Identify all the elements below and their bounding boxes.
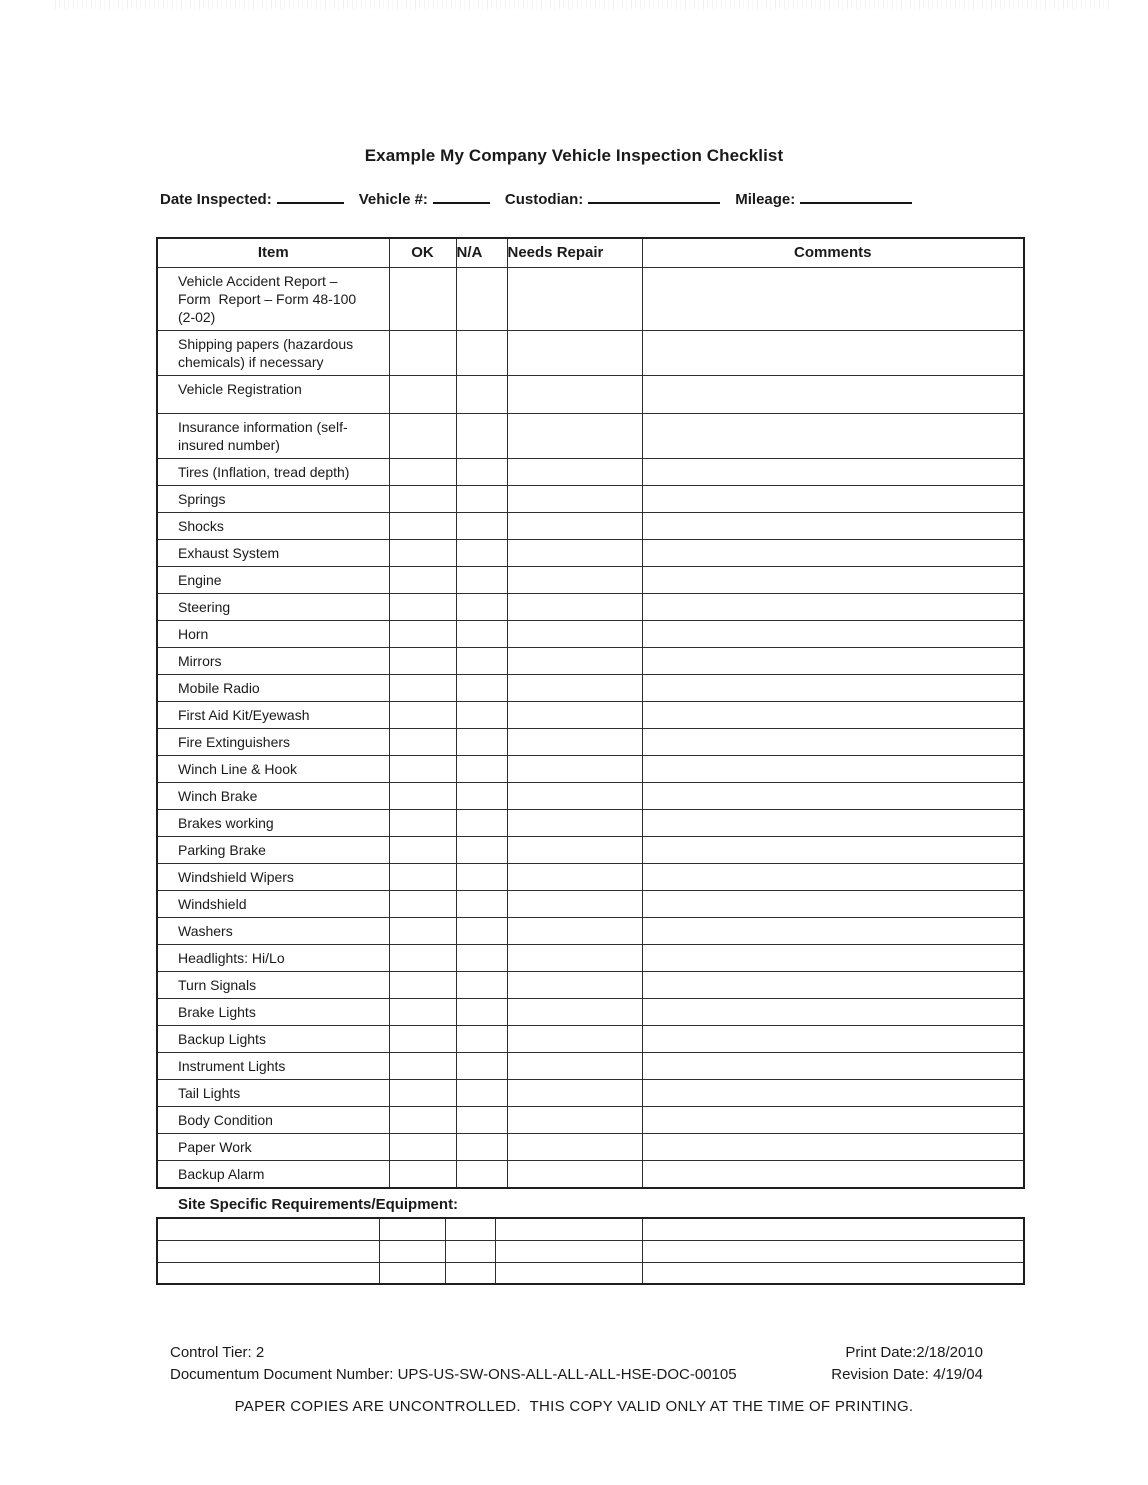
comments-cell (642, 675, 1024, 702)
ok-cell (389, 918, 456, 945)
date-inspected-label: Date Inspected: (160, 191, 272, 208)
na-cell (456, 459, 507, 486)
footer-right-block (831, 1342, 983, 1386)
na-cell (456, 1080, 507, 1107)
column-header-ok: OK (389, 238, 456, 268)
needs-repair-cell (507, 837, 642, 864)
column-header-needs-repair: Needs Repair (507, 238, 642, 268)
site-table-row (157, 1240, 1024, 1262)
needs-repair-cell (507, 540, 642, 567)
table-row (157, 675, 1024, 702)
column-header-item: Item (157, 238, 389, 268)
ok-cell (389, 675, 456, 702)
table-row (157, 331, 1024, 376)
table-row (157, 376, 1024, 414)
na-cell (456, 783, 507, 810)
needs-repair-cell (507, 756, 642, 783)
table-row (157, 1161, 1024, 1189)
na-cell (456, 540, 507, 567)
mileage-label: Mileage: (735, 191, 796, 208)
comments-cell (642, 376, 1024, 414)
site-requirements-table (156, 1217, 1025, 1285)
item-cell: Insurance information (self- insured number) (157, 414, 389, 459)
site-comments-cell (642, 1218, 1024, 1240)
site-ok-cell (379, 1218, 445, 1240)
comments-cell (642, 1026, 1024, 1053)
comments-cell (642, 513, 1024, 540)
table-row (157, 945, 1024, 972)
table-row (157, 999, 1024, 1026)
needs-repair-cell (507, 945, 642, 972)
comments-cell (642, 837, 1024, 864)
item-cell: Vehicle Registration (157, 376, 389, 414)
needs-repair-cell (507, 729, 642, 756)
needs-repair-cell (507, 486, 642, 513)
ok-cell (389, 376, 456, 414)
ok-cell (389, 783, 456, 810)
comments-cell (642, 1080, 1024, 1107)
custodian-label: Custodian: (504, 191, 584, 208)
checklist-table (156, 237, 1025, 1189)
uncontrolled-copy-notice: PAPER COPIES ARE UNCONTROLLED. THIS COPY VALID ONLY AT THE TIME OF PRINTING. (234, 1398, 914, 1415)
table-row (157, 891, 1024, 918)
item-cell: Winch Brake (157, 783, 389, 810)
na-cell (456, 999, 507, 1026)
site-comments-cell (642, 1240, 1024, 1262)
table-row (157, 567, 1024, 594)
site-item-cell (157, 1240, 379, 1262)
table-row (157, 486, 1024, 513)
site-na-cell (445, 1262, 495, 1284)
vehicle-number-label: Vehicle #: (358, 191, 428, 208)
ok-cell (389, 702, 456, 729)
na-cell (456, 837, 507, 864)
ok-cell (389, 1161, 456, 1189)
table-row (157, 648, 1024, 675)
na-cell (456, 972, 507, 999)
vehicle-number-blank (433, 190, 490, 204)
needs-repair-cell (507, 702, 642, 729)
comments-cell (642, 945, 1024, 972)
item-cell: Horn (157, 621, 389, 648)
needs-repair-cell (507, 594, 642, 621)
site-na-cell (445, 1218, 495, 1240)
ok-cell (389, 756, 456, 783)
needs-repair-cell (507, 1107, 642, 1134)
na-cell (456, 1107, 507, 1134)
ok-cell (389, 1134, 456, 1161)
table-row (157, 459, 1024, 486)
ok-cell (389, 864, 456, 891)
site-na-cell (445, 1240, 495, 1262)
na-cell (456, 756, 507, 783)
comments-cell (642, 891, 1024, 918)
comments-cell (642, 486, 1024, 513)
item-cell: Brakes working (157, 810, 389, 837)
ok-cell (389, 729, 456, 756)
scan-noise-artifact (55, 0, 1110, 9)
table-row (157, 837, 1024, 864)
needs-repair-cell (507, 414, 642, 459)
mileage-blank (800, 190, 912, 204)
table-row (157, 1026, 1024, 1053)
comments-cell (642, 702, 1024, 729)
comments-cell (642, 1161, 1024, 1189)
needs-repair-cell (507, 864, 642, 891)
site-needs-repair-cell (495, 1218, 642, 1240)
needs-repair-cell (507, 513, 642, 540)
ok-cell (389, 972, 456, 999)
ok-cell (389, 540, 456, 567)
table-row (157, 864, 1024, 891)
ok-cell (389, 999, 456, 1026)
na-cell (456, 918, 507, 945)
comments-cell (642, 972, 1024, 999)
comments-cell (642, 567, 1024, 594)
ok-cell (389, 945, 456, 972)
ok-cell (389, 414, 456, 459)
table-row (157, 1134, 1024, 1161)
na-cell (456, 1026, 507, 1053)
table-row (157, 756, 1024, 783)
ok-cell (389, 1053, 456, 1080)
ok-cell (389, 837, 456, 864)
site-table-row (157, 1262, 1024, 1284)
comments-cell (642, 864, 1024, 891)
table-row (157, 783, 1024, 810)
ok-cell (389, 810, 456, 837)
item-cell: Windshield Wipers (157, 864, 389, 891)
needs-repair-cell (507, 331, 642, 376)
comments-cell (642, 1107, 1024, 1134)
item-cell: Backup Lights (157, 1026, 389, 1053)
header-row (157, 238, 1024, 268)
table-row (157, 540, 1024, 567)
item-cell: Paper Work (157, 1134, 389, 1161)
comments-cell (642, 1053, 1024, 1080)
site-item-cell (157, 1262, 379, 1284)
na-cell (456, 331, 507, 376)
ok-cell (389, 648, 456, 675)
comments-cell (642, 783, 1024, 810)
site-needs-repair-cell (495, 1262, 642, 1284)
na-cell (456, 1161, 507, 1189)
site-table-row (157, 1218, 1024, 1240)
needs-repair-cell (507, 810, 642, 837)
na-cell (456, 702, 507, 729)
item-cell: Shocks (157, 513, 389, 540)
needs-repair-cell (507, 1134, 642, 1161)
comments-cell (642, 459, 1024, 486)
item-cell: Springs (157, 486, 389, 513)
item-cell: Exhaust System (157, 540, 389, 567)
na-cell (456, 945, 507, 972)
column-header-comments: Comments (642, 238, 1024, 268)
item-cell: Washers (157, 918, 389, 945)
needs-repair-cell (507, 999, 642, 1026)
needs-repair-cell (507, 268, 642, 331)
comments-cell (642, 648, 1024, 675)
item-cell: Fire Extinguishers (157, 729, 389, 756)
checklist-body (157, 268, 1024, 1189)
na-cell (456, 376, 507, 414)
table-row (157, 918, 1024, 945)
comments-cell (642, 810, 1024, 837)
comments-cell (642, 540, 1024, 567)
table-row (157, 1053, 1024, 1080)
table-row (157, 729, 1024, 756)
table-row (157, 513, 1024, 540)
comments-cell (642, 918, 1024, 945)
needs-repair-cell (507, 1161, 642, 1189)
ok-cell (389, 1107, 456, 1134)
na-cell (456, 864, 507, 891)
column-header-na: N/A (456, 238, 507, 268)
needs-repair-cell (507, 376, 642, 414)
item-cell: Brake Lights (157, 999, 389, 1026)
table-row (157, 810, 1024, 837)
na-cell (456, 891, 507, 918)
revision-date-text: Revision Date: 4/19/04 (831, 1366, 983, 1383)
comments-cell (642, 268, 1024, 331)
item-cell: Mobile Radio (157, 675, 389, 702)
needs-repair-cell (507, 783, 642, 810)
ok-cell (389, 891, 456, 918)
site-table-body (157, 1218, 1024, 1284)
header-fields (160, 190, 912, 208)
na-cell (456, 675, 507, 702)
na-cell (456, 594, 507, 621)
item-cell: Body Condition (157, 1107, 389, 1134)
comments-cell (642, 756, 1024, 783)
na-cell (456, 621, 507, 648)
table-row (157, 1080, 1024, 1107)
comments-cell (642, 999, 1024, 1026)
item-cell: Instrument Lights (157, 1053, 389, 1080)
site-requirements-label: Site Specific Requirements/Equipment: (178, 1196, 459, 1213)
site-needs-repair-cell (495, 1240, 642, 1262)
item-cell: First Aid Kit/Eyewash (157, 702, 389, 729)
comments-cell (642, 414, 1024, 459)
print-date-text: Print Date:2/18/2010 (845, 1344, 983, 1361)
ok-cell (389, 513, 456, 540)
table-row (157, 594, 1024, 621)
item-cell: Tail Lights (157, 1080, 389, 1107)
control-tier-text: Control Tier: 2 (170, 1344, 265, 1361)
site-item-cell (157, 1218, 379, 1240)
site-ok-cell (379, 1240, 445, 1262)
site-ok-cell (379, 1262, 445, 1284)
na-cell (456, 486, 507, 513)
ok-cell (389, 459, 456, 486)
item-cell: Tires (Inflation, tread depth) (157, 459, 389, 486)
footer-left-block (170, 1342, 737, 1386)
needs-repair-cell (507, 972, 642, 999)
comments-cell (642, 331, 1024, 376)
na-cell (456, 414, 507, 459)
item-cell: Backup Alarm (157, 1161, 389, 1189)
table-row (157, 268, 1024, 331)
item-cell: Vehicle Accident Report – Form Report – Form 48-100 (2-02) (157, 268, 389, 331)
item-cell: Parking Brake (157, 837, 389, 864)
comments-cell (642, 1134, 1024, 1161)
needs-repair-cell (507, 675, 642, 702)
table-row (157, 702, 1024, 729)
item-cell: Turn Signals (157, 972, 389, 999)
item-cell: Engine (157, 567, 389, 594)
table-row (157, 414, 1024, 459)
na-cell (456, 810, 507, 837)
ok-cell (389, 331, 456, 376)
needs-repair-cell (507, 1053, 642, 1080)
needs-repair-cell (507, 567, 642, 594)
ok-cell (389, 567, 456, 594)
comments-cell (642, 621, 1024, 648)
na-cell (456, 729, 507, 756)
needs-repair-cell (507, 621, 642, 648)
page-title: Example My Company Vehicle Inspection Checklist (364, 146, 784, 165)
needs-repair-cell (507, 918, 642, 945)
ok-cell (389, 594, 456, 621)
comments-cell (642, 594, 1024, 621)
item-cell: Winch Line & Hook (157, 756, 389, 783)
custodian-blank (588, 190, 720, 204)
needs-repair-cell (507, 891, 642, 918)
site-comments-cell (642, 1262, 1024, 1284)
needs-repair-cell (507, 648, 642, 675)
needs-repair-cell (507, 1080, 642, 1107)
table-row (157, 621, 1024, 648)
item-cell: Windshield (157, 891, 389, 918)
na-cell (456, 648, 507, 675)
table-row (157, 1107, 1024, 1134)
ok-cell (389, 1026, 456, 1053)
ok-cell (389, 621, 456, 648)
comments-cell (642, 729, 1024, 756)
item-cell: Shipping papers (hazardous chemicals) if necessary (157, 331, 389, 376)
ok-cell (389, 268, 456, 331)
document-number-text: Documentum Document Number: UPS-US-SW-ONS-ALL-ALL-ALL-HSE-DOC-00105 (170, 1366, 737, 1383)
item-cell: Steering (157, 594, 389, 621)
na-cell (456, 513, 507, 540)
ok-cell (389, 1080, 456, 1107)
na-cell (456, 1134, 507, 1161)
table-row (157, 972, 1024, 999)
na-cell (456, 1053, 507, 1080)
na-cell (456, 567, 507, 594)
item-cell: Headlights: Hi/Lo (157, 945, 389, 972)
na-cell (456, 268, 507, 331)
date-inspected-blank (277, 190, 344, 204)
ok-cell (389, 486, 456, 513)
needs-repair-cell (507, 1026, 642, 1053)
item-cell: Mirrors (157, 648, 389, 675)
content-area (156, 237, 1023, 1285)
needs-repair-cell (507, 459, 642, 486)
